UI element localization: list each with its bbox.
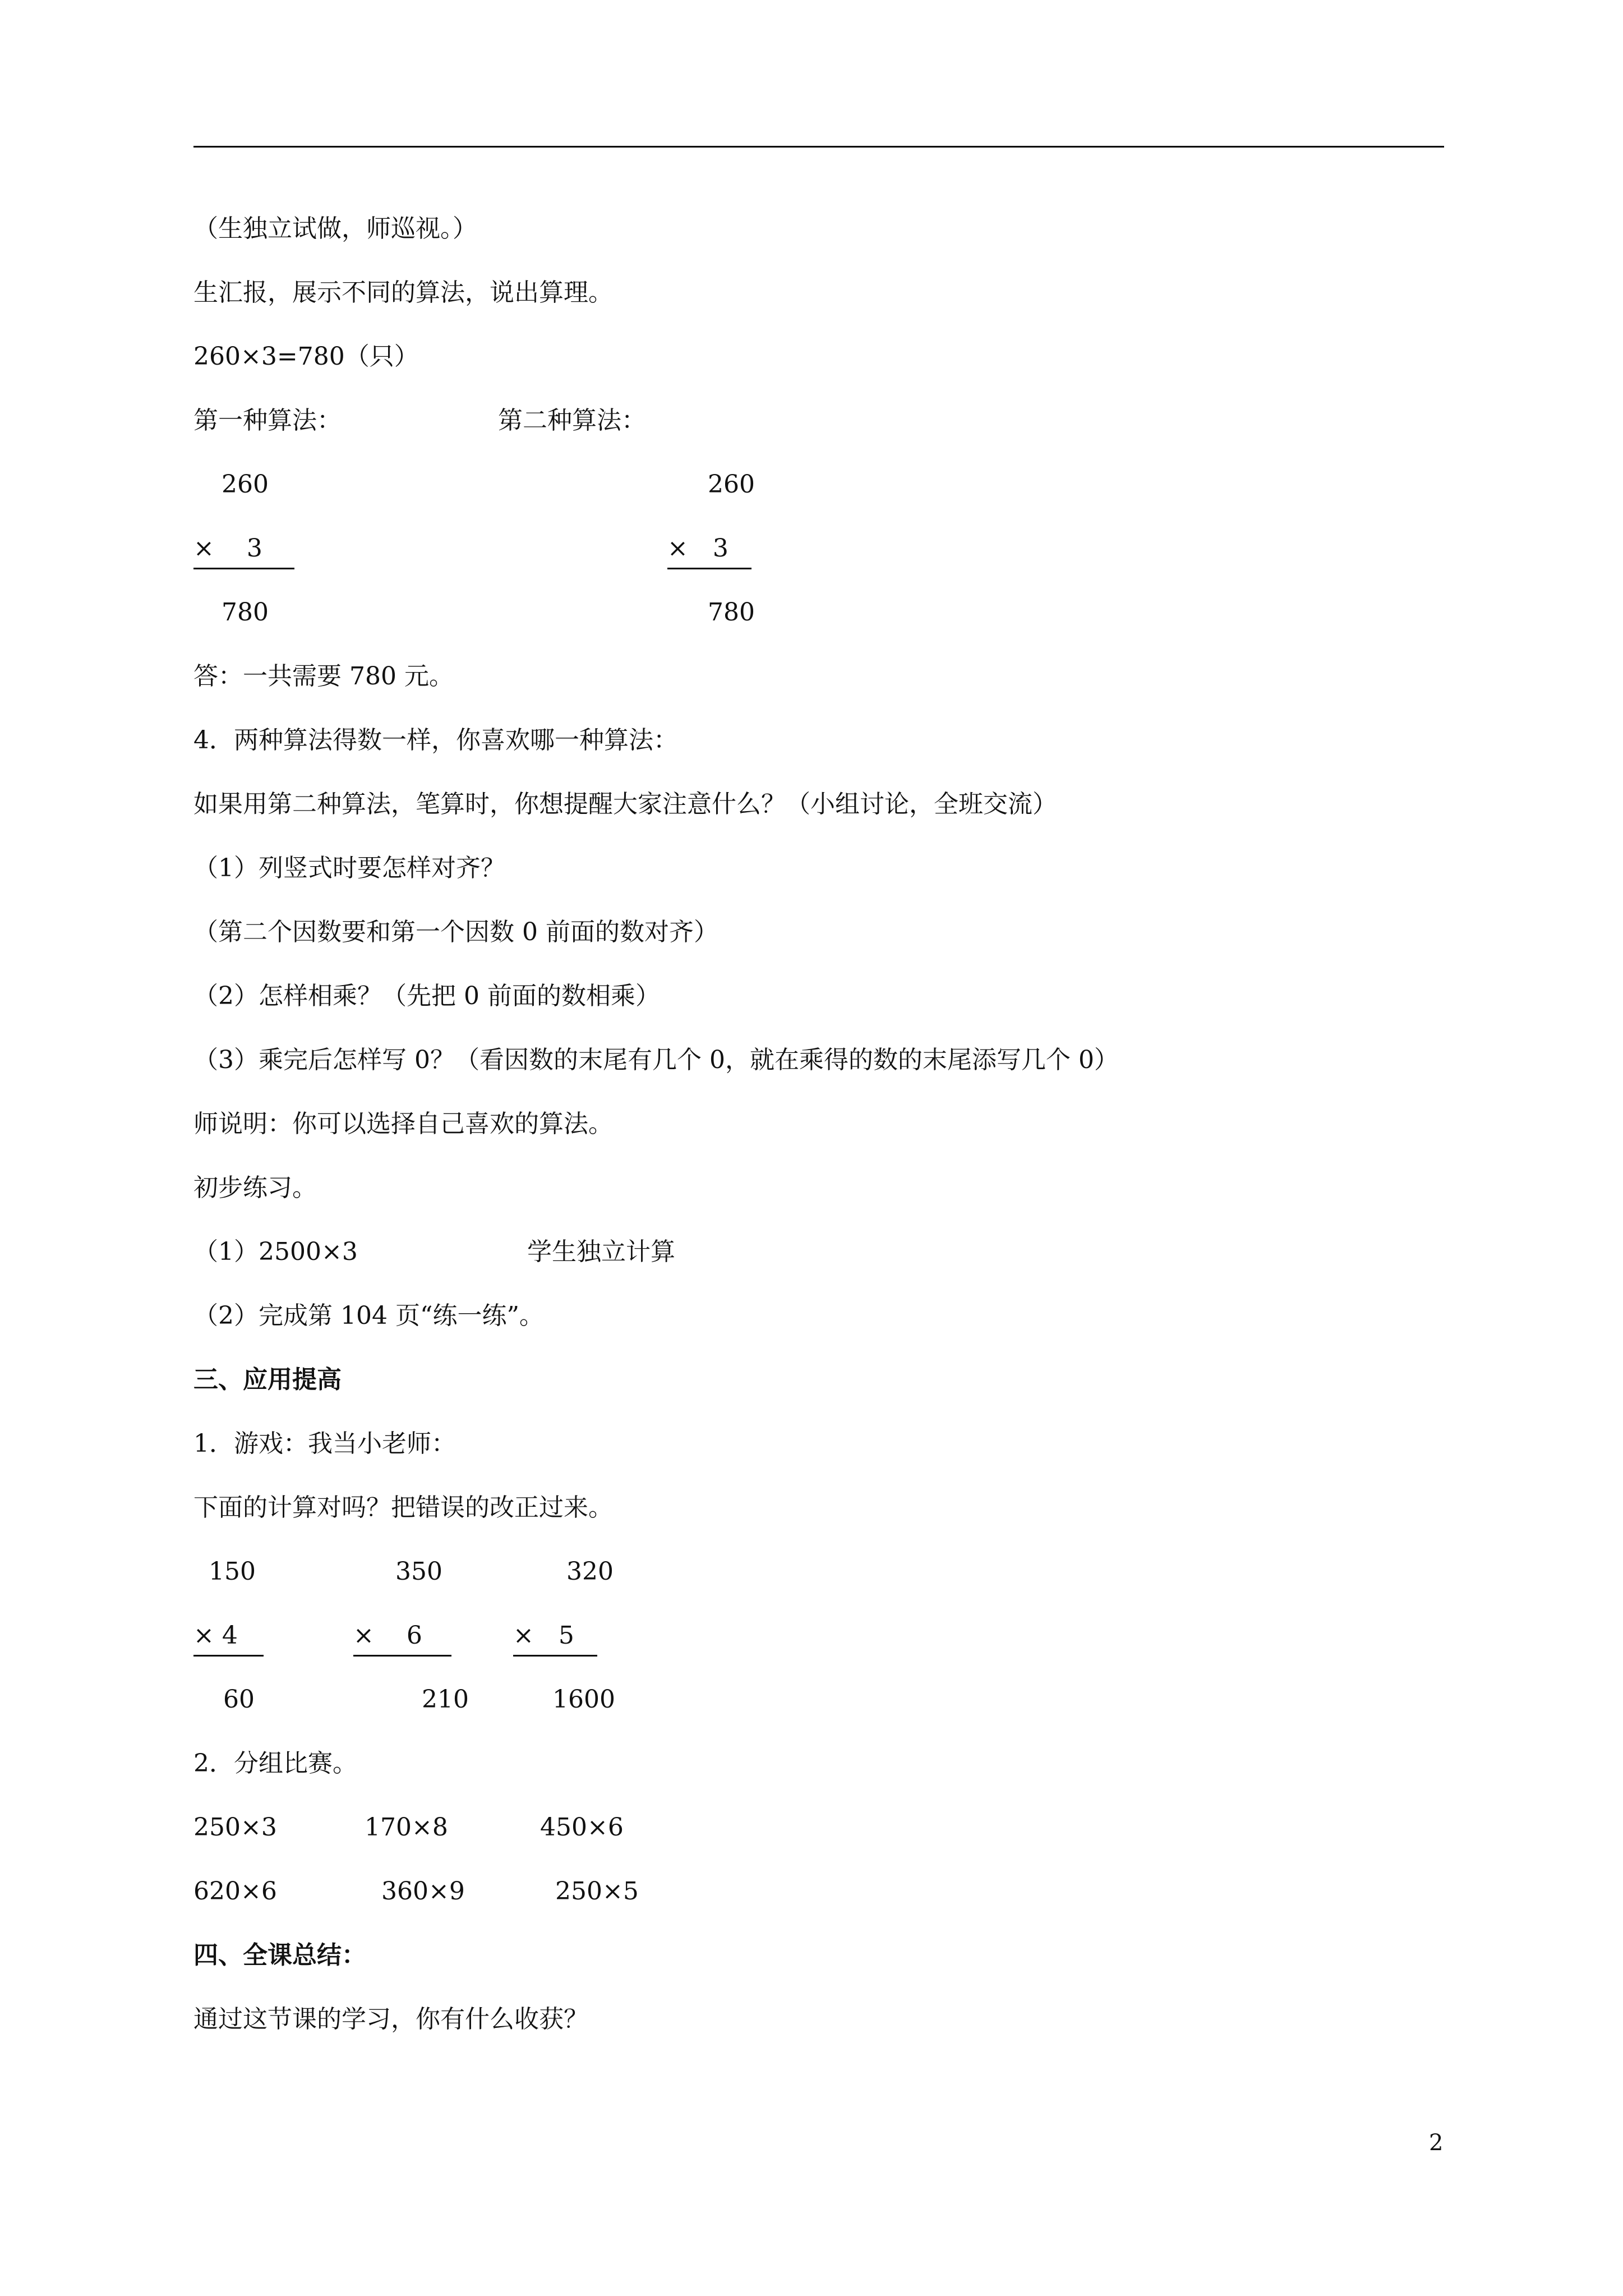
header-rule bbox=[193, 146, 1444, 148]
text-line: （2）完成第 104 页“练一练”。 bbox=[193, 1301, 544, 1330]
game-calc-result: 210 bbox=[422, 1685, 469, 1714]
calc2-result: 780 bbox=[708, 598, 755, 627]
game-calc-multiplier: × 6 bbox=[353, 1619, 451, 1657]
calc1-multiplier: × 3 bbox=[193, 532, 294, 569]
text-line: 答：一共需要 780 元。 bbox=[193, 662, 454, 691]
text-line: 如果用第二种算法，笔算时，你想提醒大家注意什么？（小组讨论，全班交流） bbox=[193, 790, 1057, 818]
text-line: （第二个因数要和第一个因数 0 前面的数对齐） bbox=[193, 918, 718, 946]
text-line: 初步练习。 bbox=[193, 1174, 317, 1202]
calc1-top: 260 bbox=[222, 470, 269, 499]
calc1-result: 780 bbox=[222, 598, 269, 627]
text-line: 1．游戏：我当小老师： bbox=[193, 1429, 456, 1458]
text-line: （1）列竖式时要怎样对齐？ bbox=[193, 854, 505, 882]
game-calc-multiplier: × 4 bbox=[193, 1619, 264, 1657]
game-calc-result: 1600 bbox=[552, 1685, 615, 1714]
game-calc-top: 320 bbox=[566, 1557, 614, 1586]
section-heading: 四、全课总结： bbox=[193, 1941, 366, 1970]
text-line: 师说明：你可以选择自己喜欢的算法。 bbox=[193, 1110, 613, 1138]
text-line: （1）2500×3 bbox=[193, 1237, 358, 1266]
text-line: 2．分组比赛。 bbox=[193, 1749, 357, 1778]
method-one-label: 第一种算法： bbox=[193, 406, 342, 435]
game-calc-result: 60 bbox=[223, 1685, 255, 1714]
text-line: 学生独立计算 bbox=[527, 1237, 675, 1266]
text-line: 生汇报，展示不同的算法，说出算理。 bbox=[193, 278, 613, 307]
text-line: （生独立试做，师巡视。） bbox=[193, 214, 477, 243]
text-line: （2）怎样相乘？（先把 0 前面的数相乘） bbox=[193, 982, 660, 1010]
game-calc-multiplier: × 5 bbox=[513, 1619, 597, 1657]
game-calc-top: 350 bbox=[395, 1557, 442, 1586]
competition-item: 360×9 bbox=[381, 1877, 465, 1906]
text-line: 下面的计算对吗？把错误的改正过来。 bbox=[193, 1493, 613, 1522]
text-line: 260×3=780（只） bbox=[193, 342, 419, 371]
text-line: （3）乘完后怎样写 0？（看因数的末尾有几个 0，就在乘得的数的末尾添写几个 0） bbox=[193, 1046, 1119, 1074]
competition-item: 620×6 bbox=[193, 1877, 277, 1906]
section-heading: 三、应用提高 bbox=[193, 1365, 342, 1394]
competition-item: 450×6 bbox=[540, 1813, 624, 1842]
page-number: 2 bbox=[1429, 2130, 1444, 2156]
method-two-label: 第二种算法： bbox=[498, 406, 646, 435]
competition-item: 170×8 bbox=[365, 1813, 448, 1842]
calc2-multiplier: × 3 bbox=[667, 532, 751, 569]
competition-item: 250×5 bbox=[555, 1877, 639, 1906]
game-calc-top: 150 bbox=[209, 1557, 256, 1586]
calc2-top: 260 bbox=[708, 470, 755, 499]
text-line: 4．两种算法得数一样，你喜欢哪一种算法： bbox=[193, 726, 678, 754]
competition-item: 250×3 bbox=[193, 1813, 277, 1842]
text-line: 通过这节课的学习，你有什么收获？ bbox=[193, 2005, 588, 2033]
